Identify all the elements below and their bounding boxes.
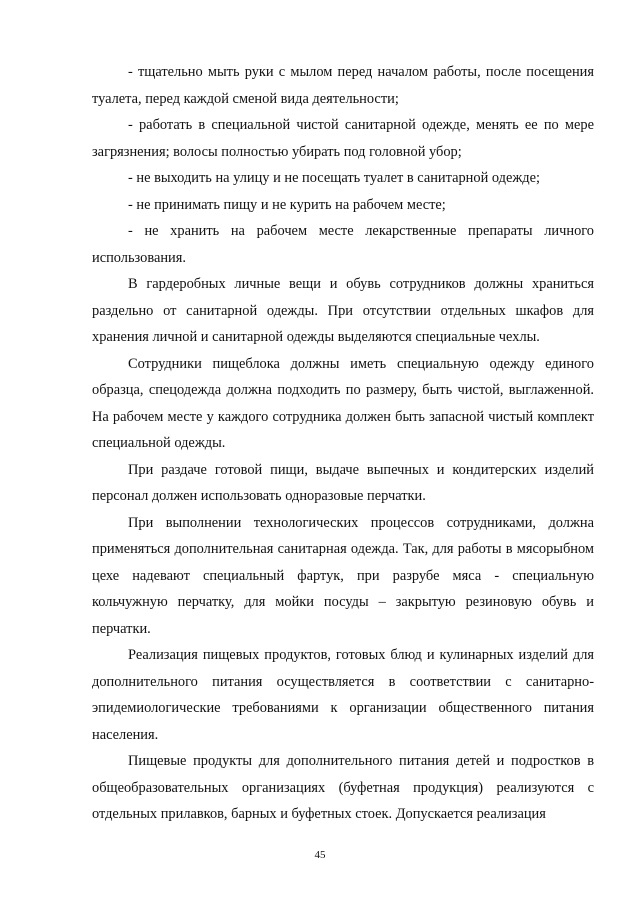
paragraph-clean-clothing: - работать в специальной чистой санитарной одежде, менять ее по мере загрязнения; волосы полностью убирать под головной убор;	[92, 117, 594, 160]
paragraph-uniform: Сотрудники пищеблока должны иметь специальную одежду единого образца, спецодежда должна подходить по размеру, быть чистой, выглаженной. На рабочем месте у каждого сотрудника должен быть запасной чистый комплект специальной одежды.	[92, 355, 594, 451]
paragraph-buffet-products: Пищевые продукты для дополнительного питания детей и подростков в общеобразовательных организациях (буфетная продукция) реализуются с отдельных прилавков, барных и буфетных стоек. Допускается реализация	[92, 753, 594, 822]
paragraph-gloves: При раздаче готовой пищи, выдаче выпечных и кондитерских изделий персонал должен использовать одноразовые перчатки.	[92, 461, 594, 504]
paragraph-no-eating-smoking: - не принимать пищу и не курить на рабочем месте;	[128, 196, 446, 213]
paragraph-hand-washing: - тщательно мыть руки с мылом перед началом работы, после посещения туалета, перед каждой сменой вида деятельности;	[92, 64, 594, 107]
paragraph-additional-clothing: При выполнении технологических процессов сотрудниками, должна применяться дополнительная санитарная одежда. Так, для работы в мясорыбном цехе надевают специальный фартук, при разрубе мяса - специальную кольчужную перчатку, для мойки посуды – закрытую резиновую обувь и перчатки.	[92, 514, 594, 637]
paragraph-food-sales: Реализация пищевых продуктов, готовых блюд и кулинарных изделий для дополнительного питания осуществляется в соответствии с санитарно-эпидемиологические требованиями к организации общественного питания населения.	[92, 647, 594, 743]
page-number: 45	[314, 849, 326, 861]
body-text	[92, 59, 594, 828]
paragraph-no-medicines: - не хранить на рабочем месте лекарственные препараты личного использования.	[92, 223, 594, 266]
paragraph-wardrobe: В гардеробных личные вещи и обувь сотрудников должны храниться раздельно от санитарной одежды. При отсутствии отдельных шкафов для хранения личной и санитарной одежды выделяются специальные чехлы.	[92, 276, 594, 345]
paragraph-no-going-outside: - не выходить на улицу и не посещать туалет в санитарной одежде;	[128, 170, 541, 186]
